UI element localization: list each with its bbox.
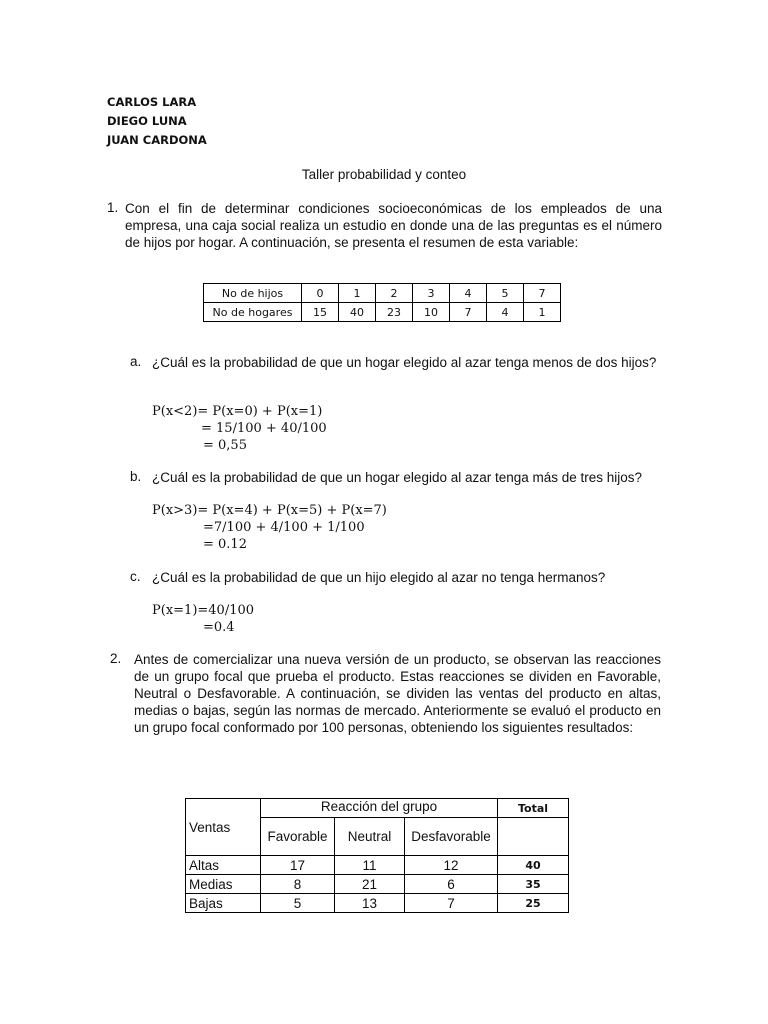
reaccion-header: Reacción del grupo [261,799,498,818]
total-cell: 35 [498,875,569,894]
table-cell: 3 [413,284,450,303]
total-header: Total [498,799,569,818]
table-cell: 2 [376,284,413,303]
q1-number: 1. [107,200,119,215]
table-cell: 17 [261,856,335,875]
table-cell: 7 [450,303,487,322]
table-cell: 5 [487,284,524,303]
q1b-line: P(x>3)= P(x=4) + P(x=5) + P(x=7) [152,503,387,518]
hijos-table [203,283,561,322]
table-cell: 1 [339,284,376,303]
table-cell: 0 [302,284,339,303]
q1a-line: = 0,55 [203,438,247,453]
author-name: CARLOS LARA [107,95,197,109]
table-cell: 13 [335,894,405,913]
q1c-question: ¿Cuál es la probabilidad de que un hijo elegido al azar no tenga hermanos? [152,570,606,585]
author-name: JUAN CARDONA [107,133,207,147]
col-header: Desfavorable [405,818,498,856]
table-cell: 7 [524,284,561,303]
table-row [186,856,569,875]
total-cell: 25 [498,894,569,913]
table-cell: 7 [405,894,498,913]
authors [107,93,207,150]
author-name: DIEGO LUNA [107,114,187,128]
col-header: Neutral [335,818,405,856]
q1c-line: =0.4 [203,620,235,635]
table-cell: 15 [302,303,339,322]
q1c-letter: c. [130,569,141,584]
table-row [204,303,561,322]
table-cell: 8 [261,875,335,894]
q1a-line: P(x<2)= P(x=0) + P(x=1) [152,404,323,419]
table-cell: 4 [450,284,487,303]
table-cell: 4 [487,303,524,322]
q1b-question: ¿Cuál es la probabilidad de que un hogar elegido al azar tenga más de tres hijos? [152,470,643,485]
table-row [186,894,569,913]
row-label: Medias [186,875,261,894]
row-label: Altas [186,856,261,875]
table-cell: 40 [339,303,376,322]
q2-number: 2. [110,651,122,666]
q1a-letter: a. [130,354,142,369]
ventas-header: Ventas [186,799,261,856]
q1b-line: =7/100 + 4/100 + 1/100 [203,520,365,535]
document-title: Taller probabilidad y conteo [301,167,467,182]
q1-text: Con el fin de determinar condiciones socioeconómicas de los empleados de una empresa, una caja social realiza un estudio en donde una de las preguntas es el número de hijos por hogar. A continuación, se presenta el resumen de esta variable: [125,201,662,250]
total-cell: 40 [498,856,569,875]
table-cell: 1 [524,303,561,322]
row-header: No de hijos [204,284,302,303]
table-cell: 10 [413,303,450,322]
q1a-line: = 15/100 + 40/100 [201,421,327,436]
table-row [186,875,569,894]
row-header: No de hogares [204,303,302,322]
table-cell: 21 [335,875,405,894]
q2-text: Antes de comercializar una nueva versión de un producto, se observan las reacciones de un grupo focal que prueba el producto. Estas reacciones se dividen en Favorable, Neutral o Desfavorable. A continuación, se dividen las ventas del producto en altas, medias o bajas, según las normas de mercado. Anteriormente se evaluó el producto en un grupo focal conformado por 100 personas, obteniendo los siguientes resultados: [134,652,661,735]
table-cell: 5 [261,894,335,913]
row-label: Bajas [186,894,261,913]
q1a-question: ¿Cuál es la probabilidad de que un hogar elegido al azar tenga menos de dos hijos? [152,355,657,370]
table-cell: 12 [405,856,498,875]
ventas-table [185,798,569,913]
q1c-line: P(x=1)=40/100 [152,603,255,618]
col-header: Favorable [261,818,335,856]
table-cell: 11 [335,856,405,875]
table-cell: 6 [405,875,498,894]
q1b-line: = 0.12 [203,537,247,552]
table-row [186,799,569,818]
table-row [204,284,561,303]
table-cell [498,818,569,856]
table-cell: 23 [376,303,413,322]
q1b-letter: b. [130,469,142,484]
